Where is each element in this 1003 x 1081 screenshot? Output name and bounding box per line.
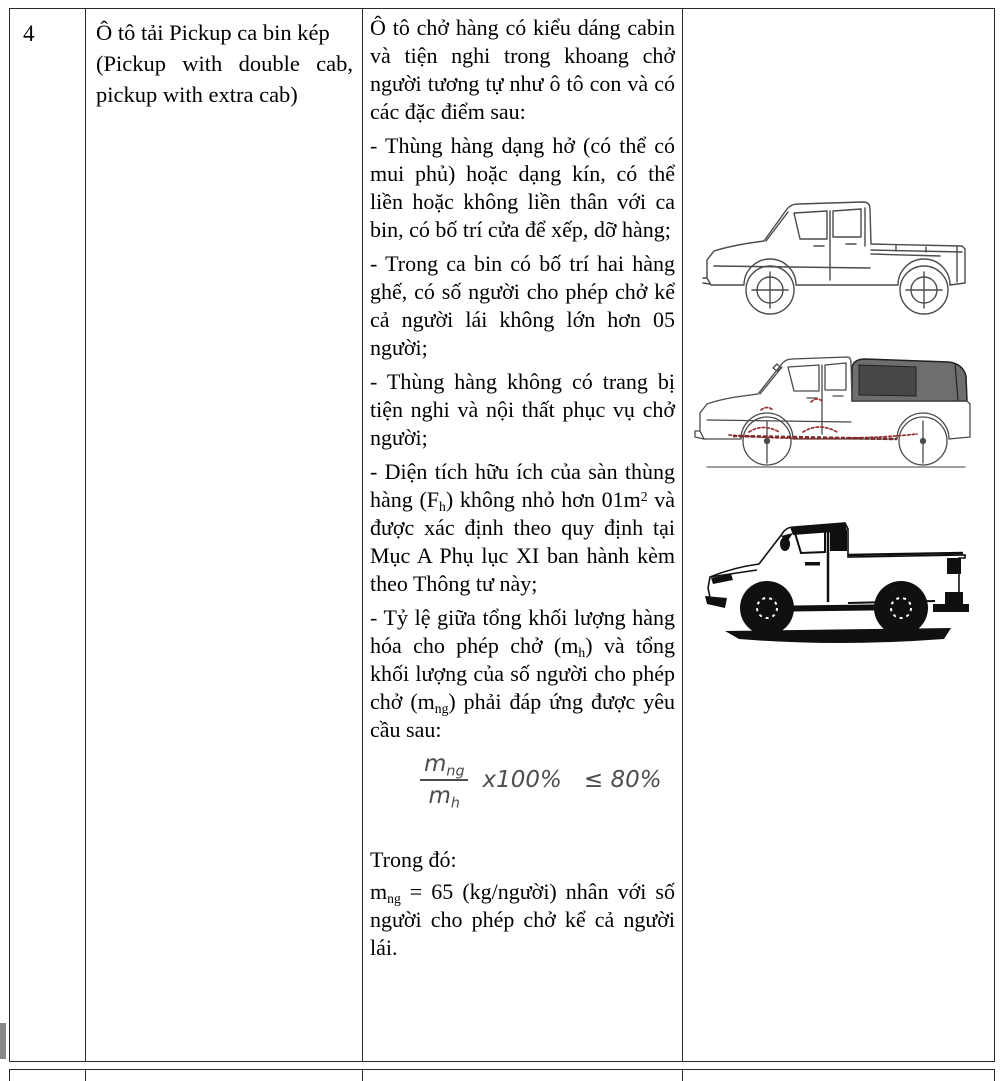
bullet-mass-ratio: - Tỷ lệ giữa tổng khối lượng hàng hóa cho phép chở $(m_h)$ và tổng khối lượng của số người cho phép chở $(m_{ng})$ phải đáp ứng được yêu cầu sau: [370,605,676,742]
double-cab-pickup-line-drawing [700,190,975,318]
next-row-cell-4 [683,1070,994,1081]
next-row-cell-3 [363,1070,683,1081]
formula-multiplier: x100% [482,767,562,794]
fraction [420,751,468,812]
row-number-cell [10,9,86,1061]
note-label: Trong đó: [370,847,457,873]
vehicle-name-vi: Ô tô tải Pickup ca bin kép [96,20,330,45]
pickup-with-canopy-drawing [691,338,981,473]
next-table-row-top [9,1069,995,1081]
bullet-cargo-box: - Thùng hàng dạng hở (có thể có mui phủ) hoặc dạng kín, có thể liền hoặc không liền thân với ca bin, có bố trí cửa để xếp, dỡ hàng; [370,133,675,242]
next-row-cell-2 [86,1070,363,1081]
vehicle-name-en: (Pickup with double cab, pickup with extra cab) [96,51,353,107]
classification-table [9,8,995,1081]
bullet-cabin-seats: - Trong ca bin có bố trí hai hàng ghế, có số người cho phép chở kể cả người lái không lớn hơn 05 người; [370,251,675,360]
fraction-bar [420,779,468,781]
next-row-cell-1 [10,1070,86,1081]
fraction-denominator: $m_h$ [428,783,460,812]
vehicle-name-cell [86,9,363,1061]
mass-ratio-formula [420,751,675,812]
illustrations-cell [683,9,994,1061]
formula-constraint: ≤ 80% [583,767,662,794]
row-number: 4 [23,21,35,46]
note-text: $m_{ng} = 65$ (kg/người) nhân với số người cho phép chở kể cả người lái. [370,879,675,961]
intro-paragraph: Ô tô chở hàng có kiểu dáng cabin và tiện nghi trong khoang chở người tương tự như ô tô con và có các đặc điểm sau: [370,15,675,124]
bullet-no-passenger-fittings: - Thùng hàng không có trang bị tiện nghi và nội thất phục vụ chở người; [370,369,675,450]
table-row [9,8,995,1062]
bullet-floor-area: - Diện tích hữu ích của sàn thùng hàng $(F_h)$ không nhỏ hơn $01m^2$ và được xác định theo quy định tại Mục A Phụ lục XI ban hành kèm theo Thông tư này; [370,459,675,596]
fraction-numerator: $m_{ng}$ [424,751,465,780]
description-cell [363,9,683,1061]
extra-cab-pickup-high-contrast-photo [697,500,977,645]
left-edge-marker [0,1023,6,1059]
